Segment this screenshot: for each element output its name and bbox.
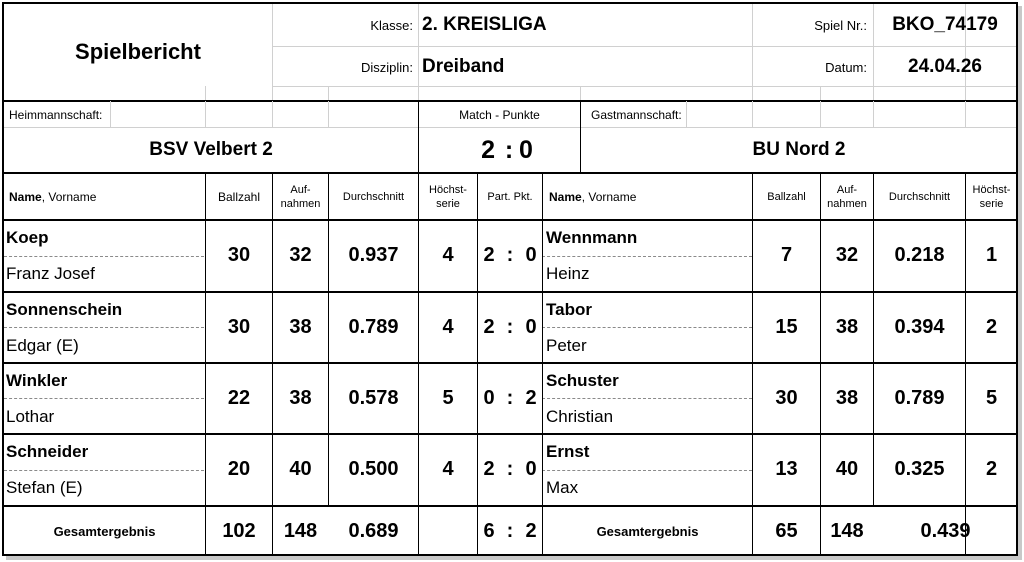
- datum-label: Datum:: [825, 59, 867, 75]
- datum-value: 24.04.26: [908, 56, 982, 77]
- col-name-bold: Name: [9, 189, 42, 204]
- home-durchschnitt: 0.937: [348, 244, 399, 266]
- home-total-label: Gesamtergebnis: [53, 523, 156, 539]
- home-player-lastname: Winkler: [6, 371, 68, 390]
- away-durchschnitt: 0.218: [894, 244, 945, 266]
- home-ballzahl: 30: [227, 316, 251, 338]
- home-total-durchschnitt: 0.689: [348, 519, 399, 542]
- report-title: Spielbericht: [75, 39, 201, 64]
- away-hoechstserie: 2: [985, 458, 998, 480]
- away-ballzahl: 7: [780, 244, 793, 266]
- away-aufnahmen: 38: [835, 316, 859, 338]
- col-name-bold: Name: [549, 189, 582, 204]
- away-aufnahmen: 32: [835, 244, 859, 266]
- home-total-ballzahl: 102: [222, 519, 256, 542]
- away-ballzahl: 15: [775, 316, 798, 338]
- away-player-firstname: Max: [546, 477, 579, 497]
- home-player-lastname: Schneider: [6, 442, 89, 461]
- klasse-label: Klasse:: [370, 17, 413, 33]
- total-pts-away: 2: [525, 519, 537, 542]
- partie-points-away: 0: [525, 316, 537, 338]
- partie-points-home: 2: [483, 316, 495, 338]
- home-team-label: Heimmannschaft:: [9, 107, 103, 122]
- home-hoechstserie: 4: [442, 316, 454, 338]
- home-player-firstname: Edgar (E): [6, 335, 79, 355]
- away-player-firstname: Peter: [546, 335, 587, 355]
- match-points-separator: :: [504, 135, 514, 164]
- home-aufnahmen: 40: [289, 458, 312, 480]
- disziplin-label: Disziplin:: [360, 59, 413, 75]
- partie-points-separator: :: [506, 458, 514, 480]
- away-team-name: BU Nord 2: [752, 139, 846, 160]
- away-hoechstserie: 1: [985, 244, 998, 266]
- partie-points-home: 2: [483, 458, 495, 480]
- partie-points-home: 2: [483, 244, 495, 266]
- col-vorname: , Vorname: [581, 189, 637, 204]
- col-durchschnitt-home: Durchschnitt: [342, 190, 405, 203]
- home-hoechstserie: 4: [442, 458, 454, 480]
- away-ballzahl: 13: [775, 458, 798, 480]
- col-aufnahmen-2: nahmen: [827, 197, 867, 210]
- away-total-label: Gesamtergebnis: [596, 523, 699, 539]
- col-aufnahmen-home: [273, 174, 328, 219]
- col-aufnahmen-away: [821, 174, 873, 219]
- partie-points-away: 2: [525, 387, 537, 409]
- away-player-lastname: Tabor: [546, 300, 592, 319]
- away-match-points: 0: [519, 135, 533, 164]
- partie-points-separator: :: [506, 316, 514, 338]
- away-player-lastname: Schuster: [546, 371, 619, 390]
- away-player-firstname: Heinz: [546, 263, 590, 283]
- home-player-firstname: Lothar: [6, 406, 55, 426]
- home-ballzahl: 20: [227, 458, 251, 480]
- col-durchschnitt-away: Durchschnitt: [888, 190, 951, 203]
- away-total-durchschnitt: 0.439: [920, 519, 971, 542]
- col-ballzahl-home: Ballzahl: [217, 189, 261, 204]
- home-hoechstserie: 4: [442, 244, 454, 266]
- col-part-pkt: Part. Pkt.: [487, 190, 533, 203]
- away-hoechstserie: 5: [985, 387, 998, 409]
- col-hs-2: serie: [436, 197, 460, 210]
- away-ballzahl: 30: [775, 387, 798, 409]
- col-hs-2: serie: [979, 197, 1004, 210]
- col-ballzahl-away: Ballzahl: [767, 190, 806, 203]
- col-hoechstserie-home: [419, 174, 477, 219]
- partie-points-separator: :: [506, 244, 514, 266]
- partie-points-away: 0: [525, 458, 537, 480]
- home-aufnahmen: 38: [289, 316, 312, 338]
- col-name-away: [549, 174, 749, 219]
- col-aufnahmen-1: Auf-: [836, 183, 858, 196]
- home-durchschnitt: 0.500: [348, 458, 399, 480]
- home-durchschnitt: 0.789: [348, 316, 399, 338]
- away-team-label: Gastmannschaft:: [591, 107, 682, 122]
- home-aufnahmen: 38: [289, 387, 312, 409]
- home-total-aufnahmen: 148: [283, 519, 318, 542]
- col-vorname: , Vorname: [41, 189, 97, 204]
- spiel-nr-value: BKO_74179: [892, 14, 998, 35]
- klasse-value: 2. KREISLIGA: [422, 14, 547, 35]
- col-hs-1: Höchst-: [429, 183, 467, 196]
- total-pts-separator: :: [506, 519, 514, 542]
- away-player-lastname: Ernst: [546, 442, 590, 461]
- away-player-firstname: Christian: [546, 406, 614, 426]
- home-ballzahl: 22: [227, 387, 251, 409]
- col-hs-1: Höchst-: [972, 183, 1011, 196]
- match-points-label: Match - Punkte: [459, 107, 540, 122]
- home-player-lastname: Sonnenschein: [6, 300, 123, 319]
- away-hoechstserie: 2: [985, 316, 998, 338]
- home-hoechstserie: 5: [442, 387, 454, 409]
- total-pts-home: 6: [483, 519, 495, 542]
- home-match-points: 2: [481, 135, 495, 164]
- disziplin-value: Dreiband: [422, 56, 505, 77]
- home-ballzahl: 30: [227, 244, 251, 266]
- col-name-home: [9, 174, 205, 219]
- col-hoechstserie-away: [966, 174, 1017, 219]
- away-aufnahmen: 40: [835, 458, 859, 480]
- home-durchschnitt: 0.578: [348, 387, 399, 409]
- home-team-name: BSV Velbert 2: [149, 139, 273, 160]
- home-aufnahmen: 32: [289, 244, 312, 266]
- partie-points-away: 0: [525, 244, 537, 266]
- home-player-lastname: Koep: [6, 228, 49, 247]
- away-durchschnitt: 0.789: [894, 387, 945, 409]
- col-aufnahmen-1: Auf-: [290, 183, 311, 196]
- partie-points-separator: :: [506, 387, 514, 409]
- spiel-nr-label: Spiel Nr.:: [814, 17, 867, 33]
- home-player-firstname: Franz Josef: [6, 263, 95, 283]
- away-aufnahmen: 38: [835, 387, 859, 409]
- away-total-aufnahmen: 148: [830, 519, 864, 542]
- away-durchschnitt: 0.325: [894, 458, 945, 480]
- away-player-lastname: Wennmann: [546, 228, 638, 247]
- col-aufnahmen-2: nahmen: [280, 197, 321, 210]
- away-durchschnitt: 0.394: [894, 316, 945, 338]
- partie-points-home: 0: [483, 387, 495, 409]
- away-total-ballzahl: 65: [775, 519, 798, 542]
- home-player-firstname: Stefan (E): [6, 477, 83, 497]
